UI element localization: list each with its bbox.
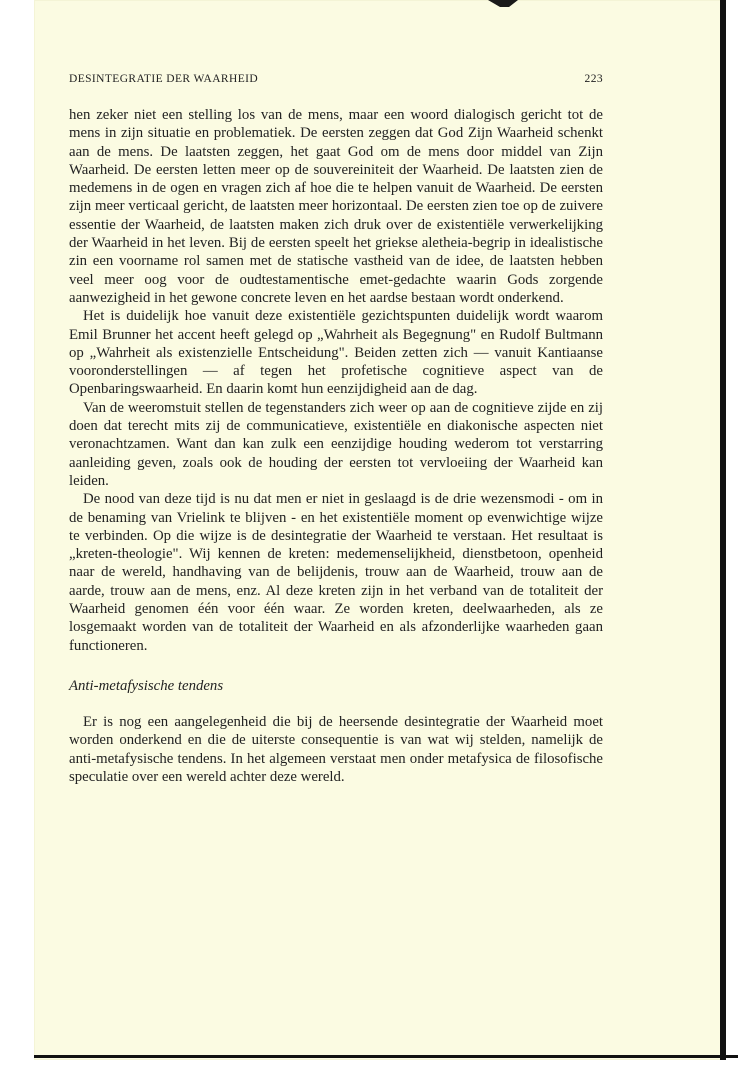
body-text [69,106,603,655]
section-heading: Anti-metafysische tendens [69,677,224,694]
running-head [69,72,603,86]
paragraph: De nood van deze tijd is nu dat men er niet in geslaagd is de drie wezensmodi - om in de benaming van Vrielink te blijven - en het existentiële moment op evenwichtige wijze te verbinden. Op die wijze is de desintegratie der Waarheid te verstaan. Het resultaat is „kreten-theologie". Wij kennen de kreten: medemenselijkheid, dienstbetoon, openheid naar de wereld, handhaving van de belijdenis, trouw aan de Waarheid, trouw aan de aarde, trouw aan de mens, enz. Al deze kreten zijn in het verband van de totaliteit der Waarheid genomen één voor één waar. Ze worden kreten, deelwaarheden, als ze losgemaakt worden van de totaliteit der Waarheid en als afzonderlijke waarheden gaan functioneren. [69,491,603,654]
bottom-scan-rule [34,1055,738,1058]
paragraph: hen zeker niet een stelling los van de mens, maar een woord dialogisch gericht tot de mens in zijn situatie en problematiek. De eersten zeggen dat God Zijn Waarheid schenkt aan de mens. De laatsten zeggen, het gaat God om de mens door middel van Zijn Waarheid. De eersten letten meer op de souvereiniteit der Waarheid. De laatsten zien de medemens in de ogen en vragen zich af hoe die te helpen vanuit de Waarheid. De eersten zijn meer verticaal gericht, de laatsten meer horizontaal. De eersten zien toe op de zuivere essentie der Waarheid, de laatsten maken zich druk over de existentiële verwerkelijking der Waarheid in het leven. Bij de eersten speelt het griekse aletheia-begrip in idealistische zin een voorname rol samen met de statische vastheid van de idee, de laatsten hebben veel meer oog voor de oudtestamentische emet-gedachte waarin Gods zorgende aanwezigheid in het gewone concrete leven en het aardse bestaan wordt onderkend. [69,107,603,306]
running-head-title: DESINTEGRATIE DER WAARHEID [69,73,259,85]
paragraph: Het is duidelijk hoe vanuit deze existentiële gezichtspunten duidelijk wordt waarom Emil Brunner het accent heeft gelegd op „Wahrheit als Begegnung" en Rudolf Bultmann op „Wahrheit als existenzielle Entscheidung". Beiden zetten zich — vanuit Kantiaanse vooronderstellingen — af tegen het profetische cognitieve aspect van de Openbaringswaarheid. En daarin komt hun eenzijdigheid aan de dag. [69,308,603,398]
page-text-block [69,72,603,786]
page-edge-shadow [720,0,726,1060]
page-number: 223 [584,73,603,85]
section-body-text [69,713,603,786]
paragraph: Van de weeromstuit stellen de tegenstanders zich weer op aan de cognitieve zijde en zij doen dat terecht mits zij de communicatieve, existentiële en diakonische aspecten niet veronachtzamen. Want dan kan zulk een eenzijdige houding wederom tot verstarring aanleiding geven, zoals ook de houding der eersten tot vervloeiing der Waarheid kan leiden. [69,399,603,489]
paragraph: Er is nog een aangelegenheid die bij de heersende desintegratie der Waarheid moet worden onderkend en die de uiterste consequentie is van wat wij stelden, namelijk de anti-metafysische tendens. In het algemeen verstaat men onder metafysica de filosofische speculatie over een wereld achter deze wereld. [69,713,603,785]
